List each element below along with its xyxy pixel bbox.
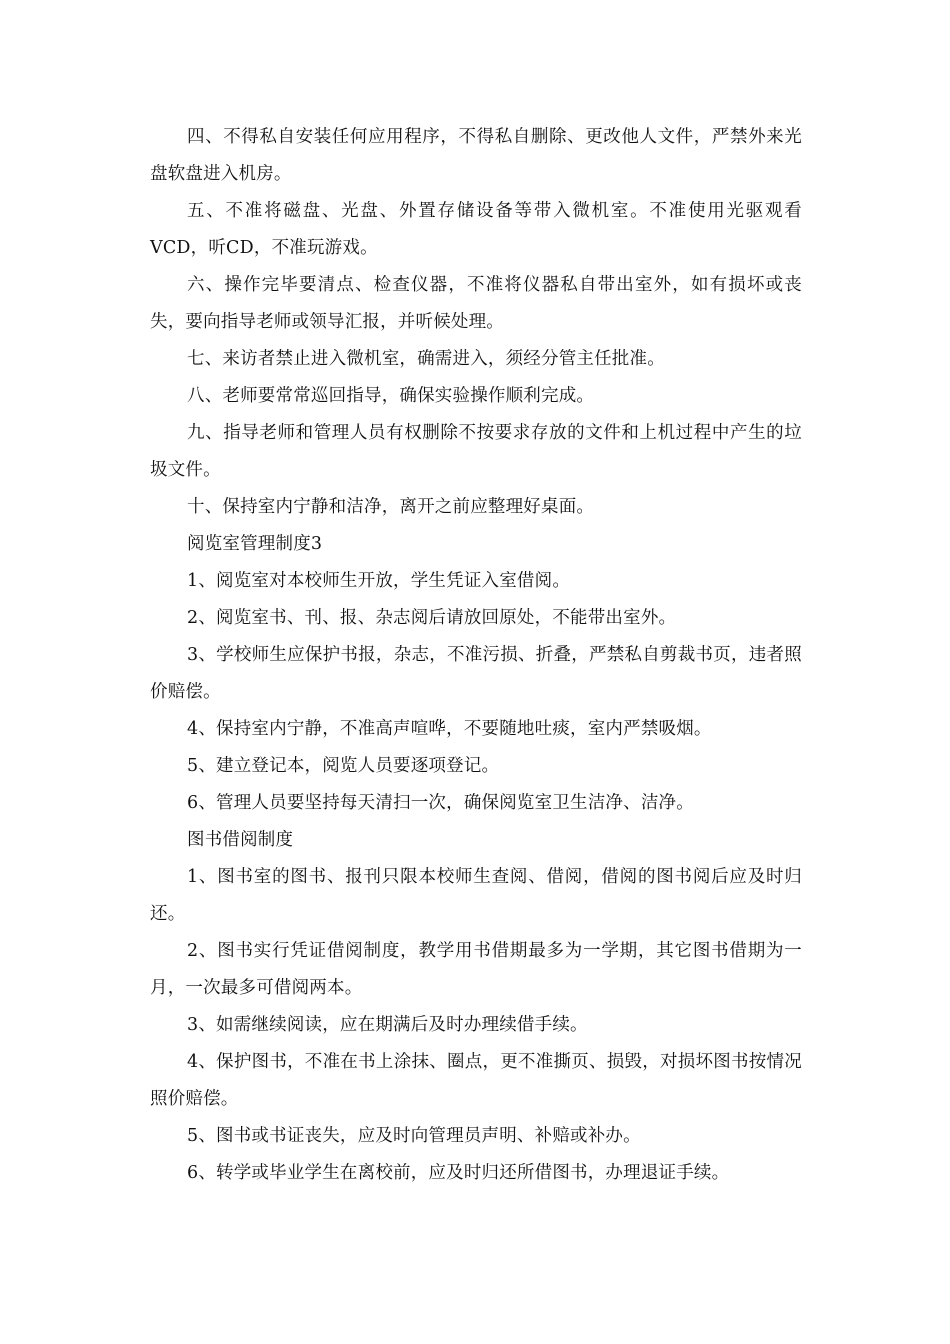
rule-item: 七、来访者禁止进入微机室，确需进入，须经分管主任批准。 — [187, 349, 665, 369]
rule-item: 九、指导老师和管理人员有权删除不按要求存放的文件和上机过程中产生的垃圾文件。 — [150, 423, 802, 480]
document-page — [150, 119, 802, 1192]
rule-item: 八、老师要常常巡回指导，确保实验操作顺利完成。 — [187, 386, 595, 406]
rule-item: 1、图书室的图书、报刊只限本校师生查阅、借阅，借阅的图书阅后应及时归还。 — [150, 867, 802, 924]
rule-item: 十、保持室内宁静和洁净，离开之前应整理好桌面。 — [187, 497, 595, 517]
section-title-book-lending: 图书借阅制度 — [187, 830, 294, 850]
rule-item: 6、转学或毕业学生在离校前，应及时归还所借图书，办理退证手续。 — [187, 1163, 730, 1183]
rule-item: 2、阅览室书、刊、报、杂志阅后请放回原处，不能带出室外。 — [187, 608, 677, 628]
rule-item: 5、图书或书证丧失，应及时向管理员声明、补赔或补办。 — [187, 1126, 641, 1146]
rule-item: 六、操作完毕要清点、检查仪器，不准将仪器私自带出室外，如有损坏或丧失，要向指导老师或领导汇报，并听候处理。 — [150, 275, 802, 332]
rule-item: 3、学校师生应保护书报，杂志，不准污损、折叠，严禁私自剪裁书页，违者照价赔偿。 — [150, 645, 802, 702]
rule-item: 4、保护图书，不准在书上涂抹、圈点，更不准撕页、损毁，对损坏图书按情况照价赔偿。 — [150, 1052, 802, 1109]
rule-item: 五、不准将磁盘、光盘、外置存储设备等带入微机室。不准使用光驱观看VCD，听CD，不准玩游戏。 — [150, 201, 802, 258]
rule-item: 4、保持室内宁静，不准高声喧哗，不要随地吐痰，室内严禁吸烟。 — [187, 719, 712, 739]
rule-item: 5、建立登记本，阅览人员要逐项登记。 — [187, 756, 500, 776]
rule-item: 3、如需继续阅读，应在期满后及时办理续借手续。 — [187, 1015, 588, 1035]
rule-item: 6、管理人员要坚持每天清扫一次，确保阅览室卫生洁净、洁净。 — [187, 793, 694, 813]
rule-item: 2、图书实行凭证借阅制度，教学用书借期最多为一学期，其它图书借期为一月，一次最多可借阅两本。 — [150, 941, 802, 998]
section-title-reading-room: 阅览室管理制度3 — [187, 534, 323, 554]
rule-item: 1、阅览室对本校师生开放，学生凭证入室借阅。 — [187, 571, 571, 591]
rule-item: 四、不得私自安装任何应用程序，不得私自删除、更改他人文件，严禁外来光盘软盘进入机房。 — [150, 127, 802, 184]
